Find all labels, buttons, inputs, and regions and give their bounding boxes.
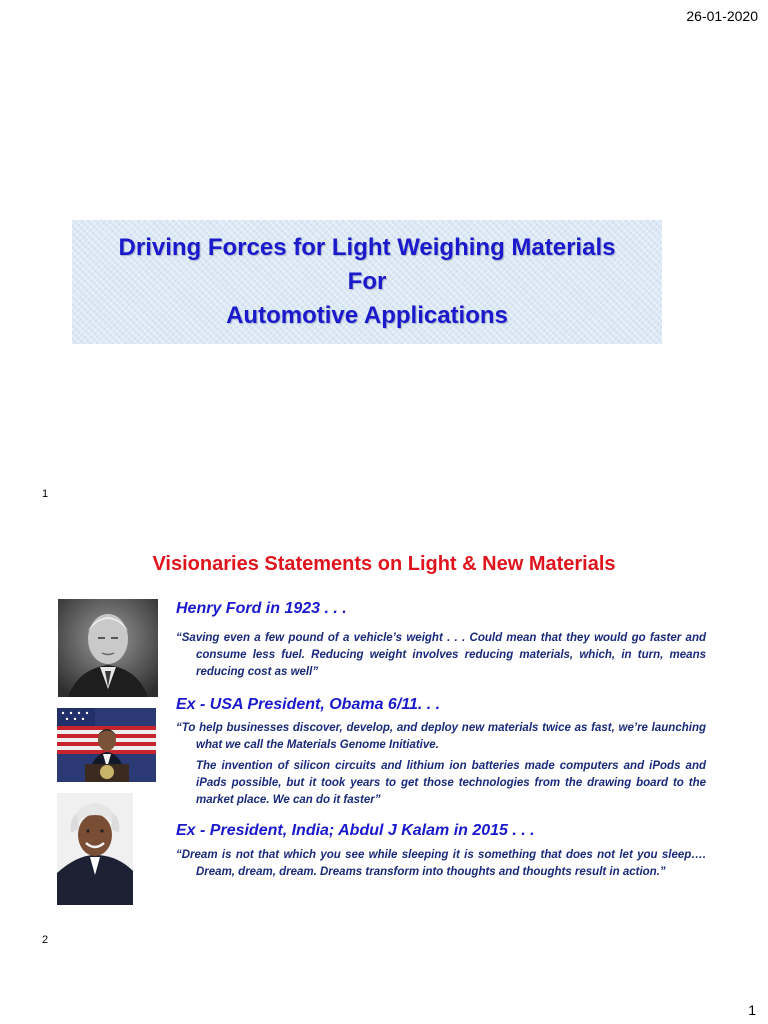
quote-henry-ford: “Saving even a few pound of a vehicle’s weight . . . Could mean that they would go faster and consume less fuel. Reducing weight involves reducing materials, which, in turn, means reducing cost as well” [176,632,706,678]
quote-kalam: “Dream is not that which you see while sleeping it is something that does not let you sleep…. Dream, dream, dream. Dreams transform into thoughts and thoughts result in action.” [176,849,706,878]
quote-obama-1: “To help businesses discover, develop, and deploy new materials twice as fast, we’re launching what we call the Materials Genome Initiative. [176,722,706,751]
kalam-photo [57,793,133,905]
title-line-3: Automotive Applications [226,302,508,329]
date-label: 26-01-2020 [686,8,758,24]
title-line-2: For [347,268,387,295]
page-number: 1 [748,1002,756,1018]
obama-photo [57,708,156,782]
slide-heading: Visionaries Statements on Light & New Materials [152,553,616,575]
slide-number-2: 2 [42,934,49,946]
speaker-obama: Ex - USA President, Obama 6/11. . . [176,696,441,713]
henry-ford-photo [58,599,158,697]
title-line-1: Driving Forces for Light Weighing Materials [118,234,616,261]
quote-obama-2: The invention of silicon circuits and lithium ion batteries made computers and iPods and iPads possible, but it took years to get those technologies from the drawing board to the market place. We can do it faster” [196,760,706,806]
speaker-kalam: Ex - President, India; Abdul J Kalam in 2015 . . . [176,822,535,839]
slide-number-1: 1 [42,488,49,500]
title-box [72,220,662,344]
speaker-henry-ford: Henry Ford in 1923 . . . [176,600,347,617]
